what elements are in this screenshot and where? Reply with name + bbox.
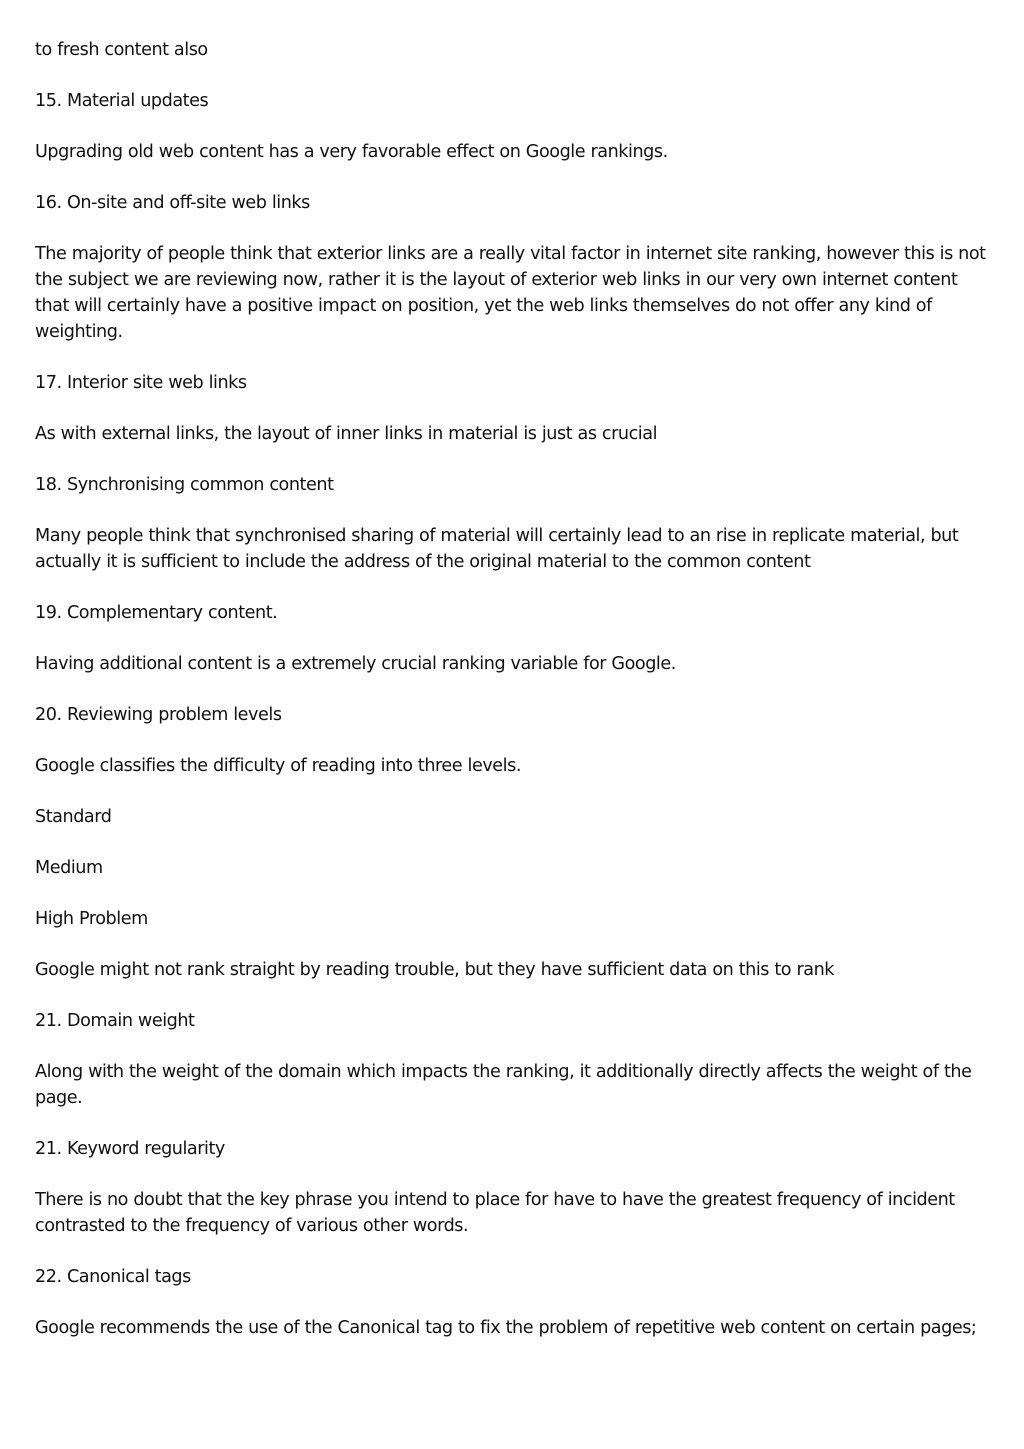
paragraph: Having additional content is a extremely crucial ranking variable for Google. bbox=[35, 654, 676, 674]
section-heading-20: 20. Reviewing problem levels bbox=[35, 705, 282, 725]
section-heading-22: 22. Canonical tags bbox=[35, 1267, 191, 1287]
list-item-standard: Standard bbox=[35, 807, 112, 827]
paragraph: Many people think that synchronised sharing of material will certainly lead to an rise in replicate material, but actually it is sufficient to include the address of the original material to the common content bbox=[35, 526, 959, 572]
paragraph: There is no doubt that the key phrase you intend to place for have to have the greatest frequency of incident contrasted to the frequency of various other words. bbox=[35, 1190, 955, 1236]
section-heading-21-domain: 21. Domain weight bbox=[35, 1011, 195, 1031]
paragraph: The majority of people think that exterior links are a really vital factor in internet site ranking, however this is not the subject we are reviewing now, rather it is the layout of exterior web links in our very own internet content that will certainly have a positive impact on position, yet the web links themselves do not offer any kind of weighting. bbox=[35, 244, 986, 342]
paragraph: Upgrading old web content has a very favorable effect on Google rankings. bbox=[35, 142, 668, 162]
document-page bbox=[35, 37, 987, 1366]
section-heading-18: 18. Synchronising common content bbox=[35, 475, 334, 495]
list-item-high-problem: High Problem bbox=[35, 909, 148, 929]
paragraph: Google recommends the use of the Canonical tag to fix the problem of repetitive web content on certain pages; bbox=[35, 1318, 977, 1338]
section-heading-15: 15. Material updates bbox=[35, 91, 209, 111]
paragraph: As with external links, the layout of inner links in material is just as crucial bbox=[35, 424, 658, 444]
section-heading-19: 19. Complementary content. bbox=[35, 603, 278, 623]
section-heading-17: 17. Interior site web links bbox=[35, 373, 247, 393]
section-heading-21-keyword: 21. Keyword regularity bbox=[35, 1139, 225, 1159]
paragraph-continuation: to fresh content also bbox=[35, 40, 208, 60]
section-heading-16: 16. On-site and off-site web links bbox=[35, 193, 310, 213]
paragraph: Google classifies the difficulty of reading into three levels. bbox=[35, 756, 521, 776]
paragraph: Google might not rank straight by reading trouble, but they have sufficient data on this to rank bbox=[35, 960, 835, 980]
list-item-medium: Medium bbox=[35, 858, 103, 878]
paragraph: Along with the weight of the domain which impacts the ranking, it additionally directly affects the weight of the page. bbox=[35, 1062, 972, 1108]
